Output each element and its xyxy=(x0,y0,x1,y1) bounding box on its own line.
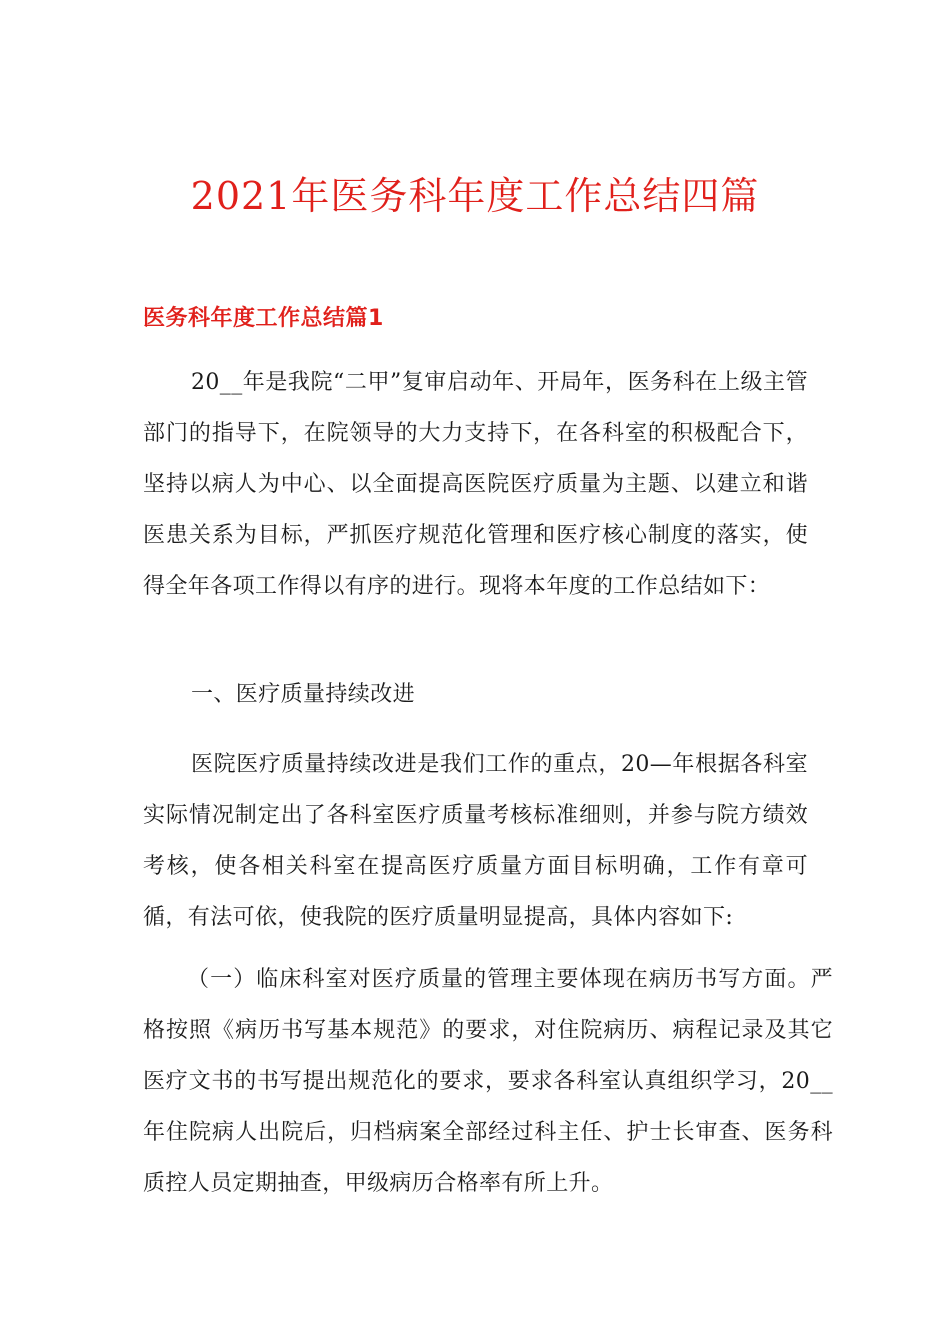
subheading-quality-improvement: 一、医疗质量持续改进 xyxy=(191,682,416,707)
section-heading: 医务科年度工作总结篇1 xyxy=(143,306,384,331)
paragraph-quality: 医院医疗质量持续改进是我们工作的重点，20—年根据各科室实际情况制定出了各科室医疗质量考核标准细则，并参与院方绩效考核，使各相关科室在提高医疗质量方面目标明确，工作有章可循，有法可依，使我院的医疗质量明显提高，具体内容如下: xyxy=(143,752,808,930)
paragraph-medical-records: （一）临床科室对医疗质量的管理主要体现在病历书写方面。严格按照《病历书写基本规范》的要求，对住院病历、病程记录及其它医疗文书的书写提出规范化的要求，要求各科室认真组织学习，20__年住院病人出院后，归档病案全部经过科主任、护士长审查、医务科质控人员定期抽查，甲级病历合格率有所上升。 xyxy=(143,967,833,1196)
document-title: 2021年医务科年度工作总结四篇 xyxy=(190,174,760,218)
paragraph-intro: 20__年是我院“二甲”复审启动年、开局年，医务科在上级主管部门的指导下，在院领导的大力支持下，在各科室的积极配合下，坚持以病人为中心、以全面提高医院医疗质量为主题、以建立和谐医患关系为目标，严抓医疗规范化管理和医疗核心制度的落实，使得全年各项工作得以有序的进行。现将本年度的工作总结如下： xyxy=(143,370,808,599)
